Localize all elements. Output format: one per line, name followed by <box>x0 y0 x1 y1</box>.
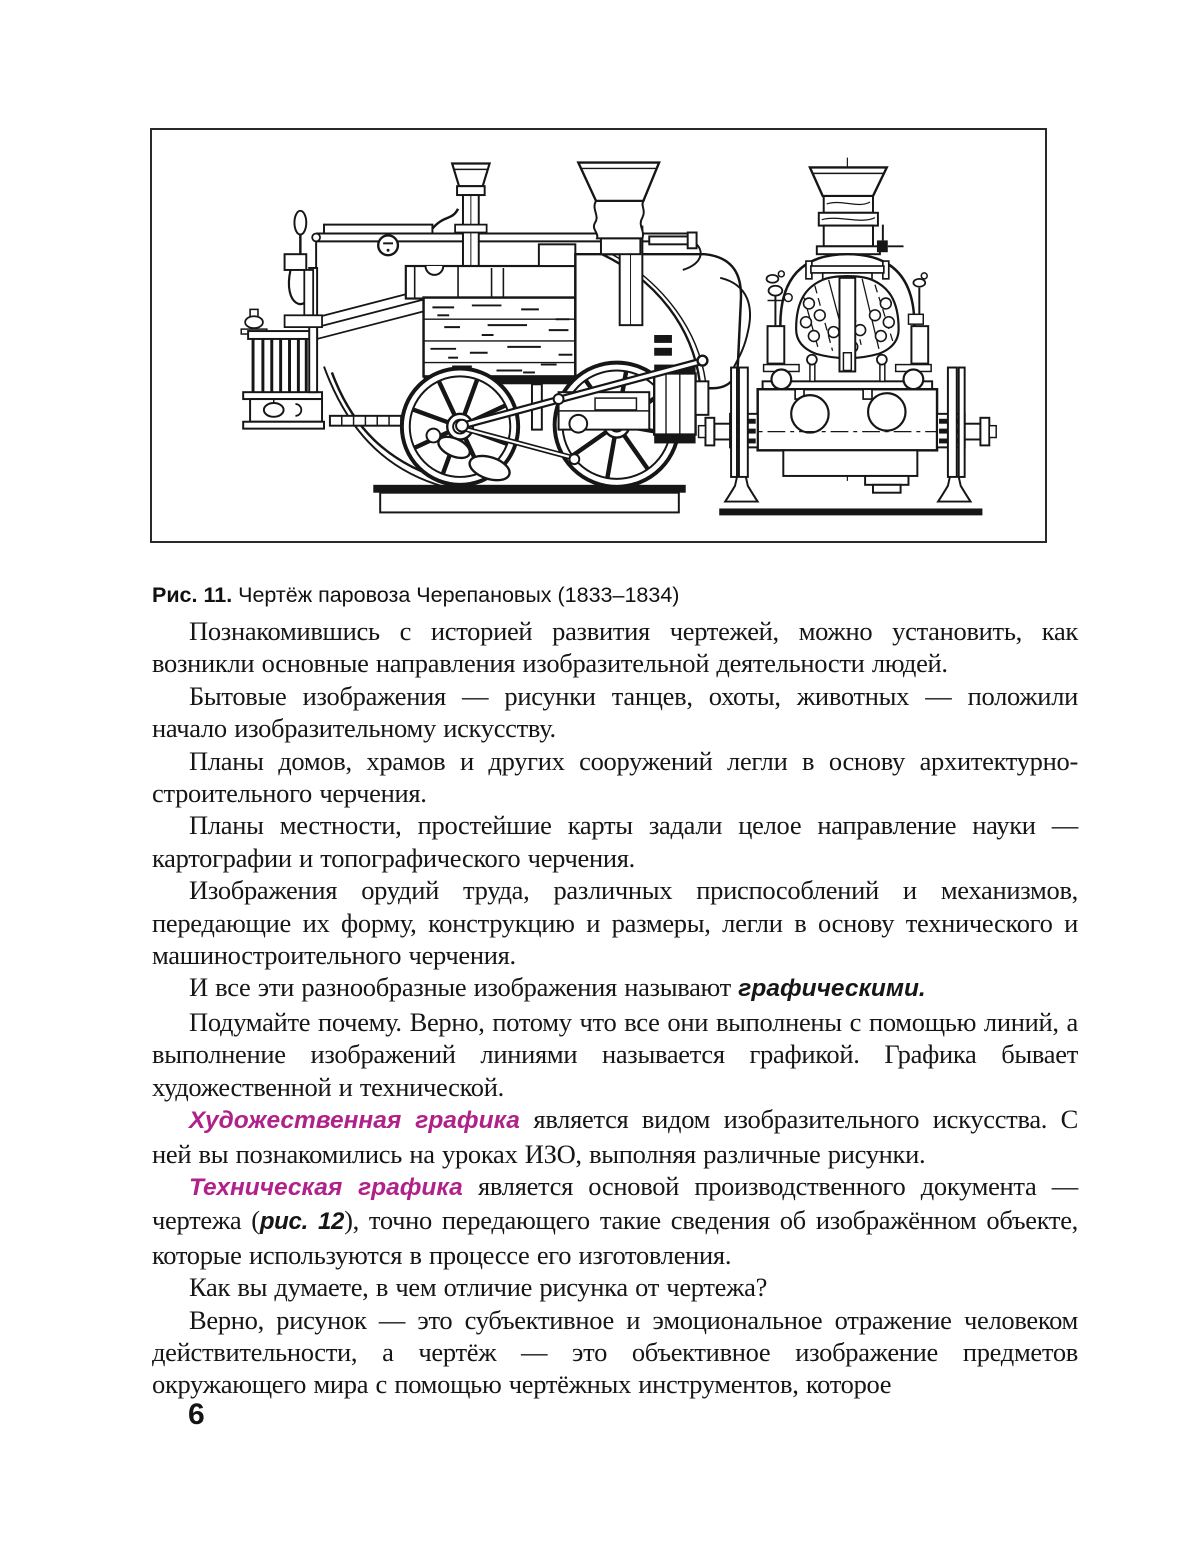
paragraph-2: Бытовые изображения — рисунки танцев, охоты, животных — положили начало изобразительному искусству. <box>152 680 1078 744</box>
body-text <box>152 615 1078 1401</box>
paragraph-6 <box>152 971 1078 1005</box>
paragraph-3: Планы домов, храмов и других сооружений легли в основу архитектурно-строительного черчения. <box>152 745 1078 809</box>
locomotive-drawing <box>152 130 1045 541</box>
paragraph-9-text-2: ), точно передающего такие сведения об изображённом объекте, которые используются в процессе его изготовления. <box>152 1205 1079 1270</box>
paragraph-7: Подумайте почему. Верно, потому что все они выполнены с помощью линий, а выполнение изображений линиями называется графикой. Графика бывает художественной и технической. <box>152 1006 1078 1102</box>
side-view <box>241 163 750 513</box>
figure-caption-text: Чертёж паровоза Черепановых (1833–1834) <box>232 582 680 607</box>
term-artistic-graphics: Художественная графика <box>189 1107 520 1135</box>
figure-12-reference: рис. 12 <box>259 1208 345 1236</box>
paragraph-9-text-1: является основой производственного документа — чертежа ( <box>152 1170 1078 1236</box>
paragraph-1: Познакомившись с историей развития чертежей, можно установить, как возникли основные направления изобразительной деятельности людей. <box>152 616 1078 679</box>
paragraph-8-text: является видом изобразительного искусства. С ней вы познакомились на уроках ИЗО, выполняя различные рисунки. <box>152 1104 1079 1169</box>
figure-frame <box>150 128 1047 543</box>
figure-caption <box>152 582 1082 608</box>
figure-caption-label: Рис. 11. <box>152 582 233 607</box>
paragraph-6-text: И все эти разнообразные изображения называют <box>189 972 739 1003</box>
term-graphic: графическими. <box>738 975 926 1003</box>
paragraph-9 <box>152 1170 1078 1271</box>
paragraph-4: Планы местности, простейшие карты задали целое направление науки — картографии и топографического черчения. <box>152 810 1078 873</box>
paragraph-8 <box>152 1103 1078 1170</box>
paragraph-11: Верно, рисунок — это субъективное и эмоциональное отражение человеком действительности, а чертёж — это объективное изображение предметов окружающего мира с помощью чертёжных инструментов, которое <box>152 1304 1078 1400</box>
front-view <box>699 158 997 516</box>
paragraph-5: Изображения орудий труда, различных приспособлений и механизмов, передающие их форму, конструкцию и размеры, легли в основу технического и машиностроительного черчения. <box>152 875 1078 971</box>
page-number: 6 <box>188 1398 205 1431</box>
paragraph-10: Как вы думаете, в чем отличие рисунка от чертежа? <box>189 1272 768 1303</box>
term-technical-graphics: Техническая графика <box>189 1173 463 1201</box>
